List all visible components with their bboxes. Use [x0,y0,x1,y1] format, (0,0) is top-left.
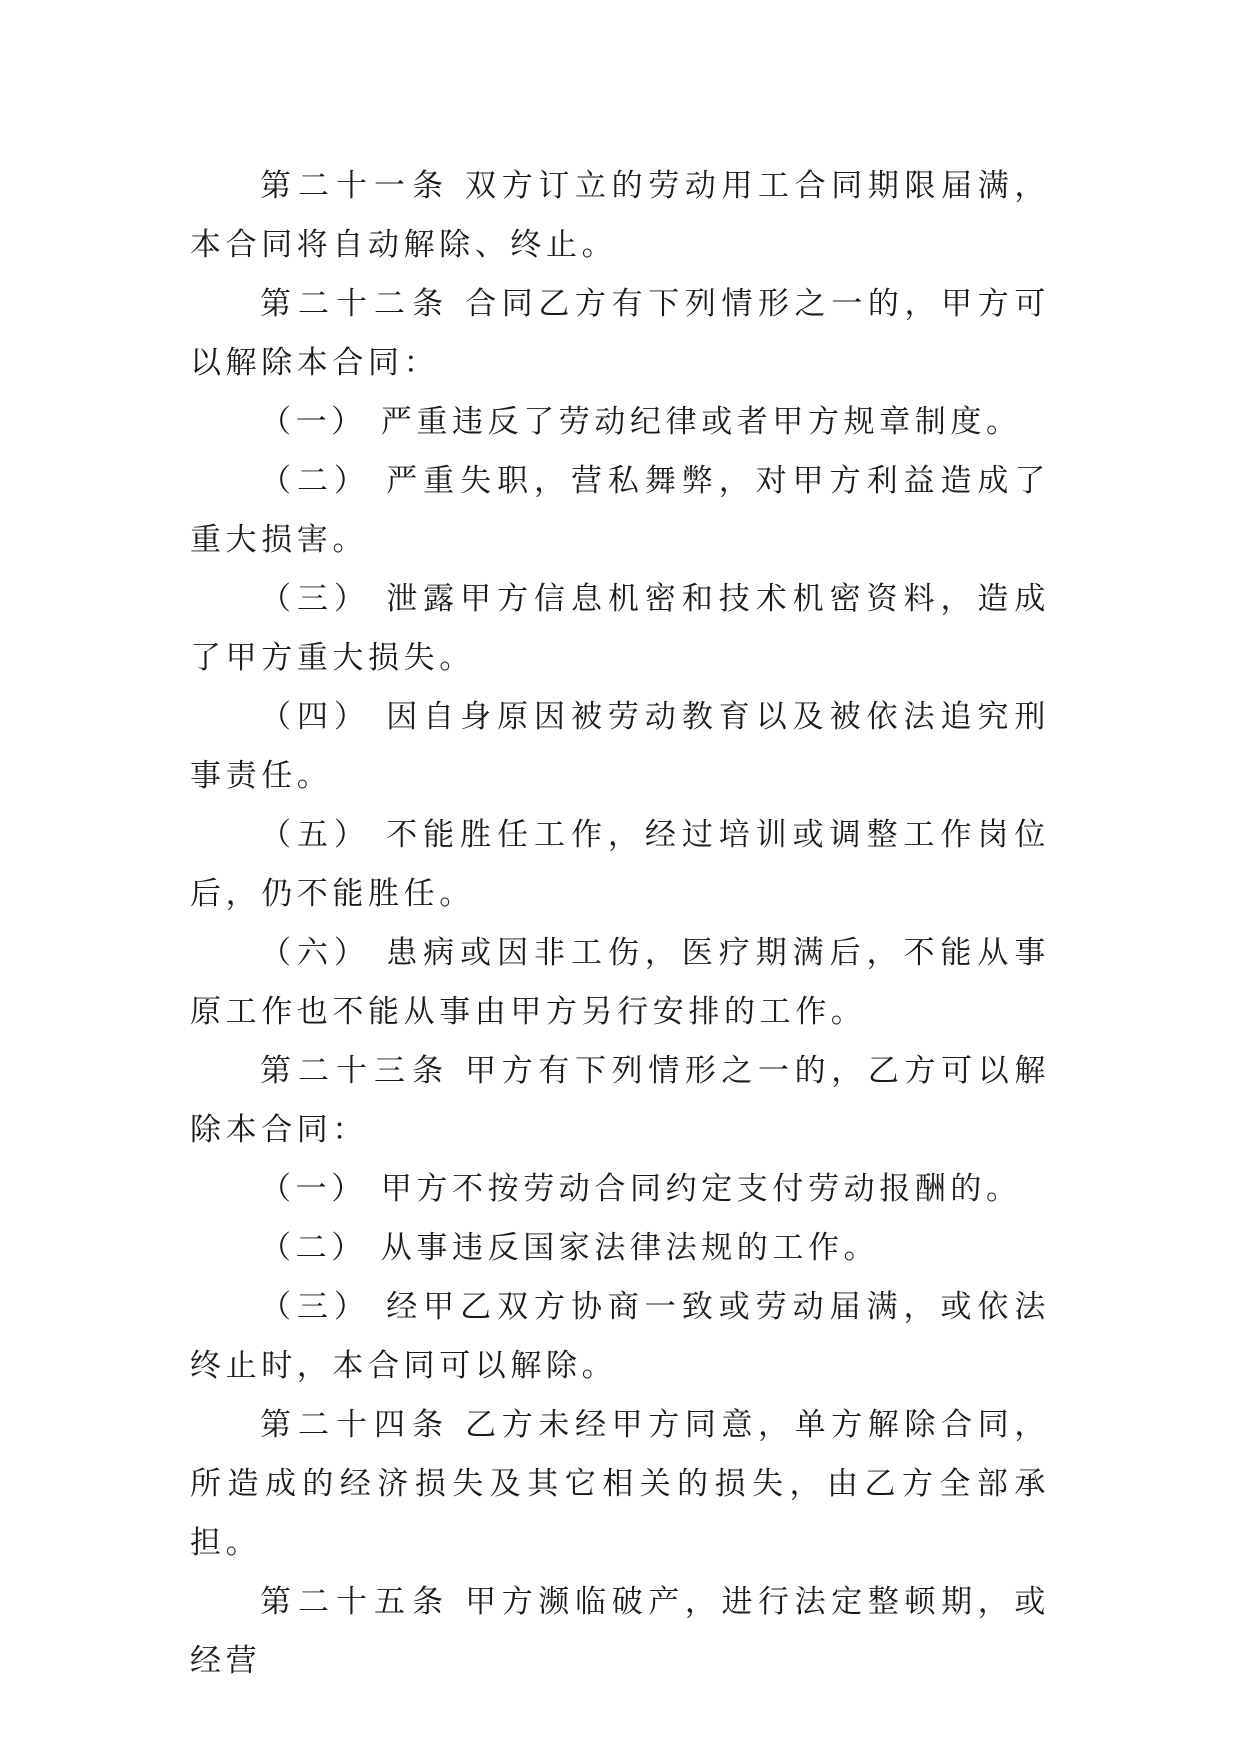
article-text: 乙方未经甲方同意，单方解除合同，所造成的经济损失及其它相关的损失，由乙方全部承担。 [190,1407,1050,1561]
item-text: 患病或因非工伤，医疗期满后，不能从事原工作也不能从事由甲方另行安排的工作。 [190,935,1050,1030]
article-number: 第二十二条 [260,286,451,322]
article-number: 第二十一条 [260,168,451,204]
list-item [190,393,1050,452]
item-number: （一） [260,404,367,440]
item-number: （一） [260,1171,367,1207]
article-text: 合同乙方有下列情形之一的，甲方可以解除本合同： [190,286,1050,381]
article-25 [190,1573,1050,1691]
item-text: 甲方不按劳动合同约定支付劳动报酬的。 [380,1171,1022,1207]
item-text: 泄露甲方信息机密和技术机密资料，造成了甲方重大损失。 [190,581,1050,676]
article-text: 甲方有下列情形之一的，乙方可以解除本合同： [190,1053,1050,1148]
article-23 [190,1042,1050,1160]
list-item [190,688,1050,806]
article-22 [190,275,1050,393]
item-text: 因自身原因被劳动教育以及被依法追究刑事责任。 [190,699,1050,794]
item-text: 经甲乙双方协商一致或劳动届满，或依法终止时，本合同可以解除。 [190,1289,1050,1384]
article-text: 双方订立的劳动用工合同期限届满，本合同将自动解除、终止。 [190,168,1050,263]
item-number: （二） [260,1230,367,1266]
item-number: （三） [260,581,371,617]
article-number: 第二十四条 [260,1407,451,1443]
article-24 [190,1396,1050,1573]
document-body [190,157,1050,1691]
list-item [190,924,1050,1042]
item-number: （二） [260,463,371,499]
article-number: 第二十五条 [260,1584,451,1620]
item-number: （三） [260,1289,371,1325]
article-number: 第二十三条 [260,1053,451,1089]
list-item [190,1278,1050,1396]
item-number: （五） [260,817,371,853]
article-21 [190,157,1050,275]
list-item [190,1160,1050,1219]
item-text: 不能胜任工作，经过培训或调整工作岗位后，仍不能胜任。 [190,817,1050,912]
list-item [190,1219,1050,1278]
item-text: 严重失职，营私舞弊，对甲方利益造成了重大损害。 [190,463,1050,558]
item-number: （四） [260,699,371,735]
list-item [190,570,1050,688]
list-item [190,806,1050,924]
item-text: 严重违反了劳动纪律或者甲方规章制度。 [380,404,1022,440]
item-text: 从事违反国家法律法规的工作。 [380,1230,880,1266]
item-number: （六） [260,935,371,971]
list-item [190,452,1050,570]
article-text: 甲方濒临破产，进行法定整顿期，或经营 [190,1584,1050,1679]
